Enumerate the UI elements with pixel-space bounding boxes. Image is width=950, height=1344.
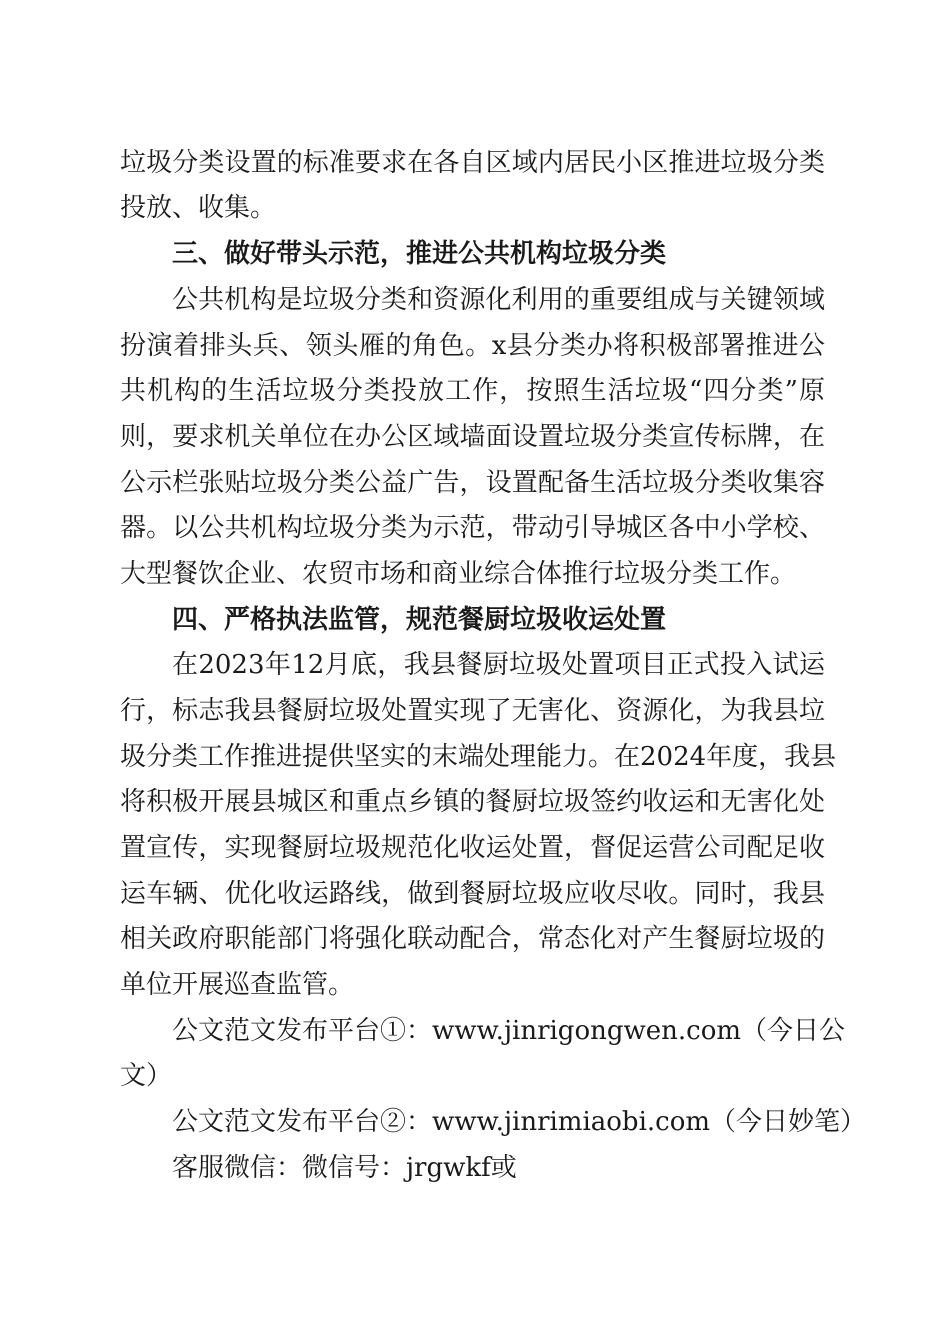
paragraph-line: 将积极开展县城区和重点乡镇的餐厨垃圾签约收运和无害化处 — [120, 787, 825, 817]
paragraph-line: 投放、收集。 — [120, 193, 277, 223]
paragraph-line: 垃圾分类设置的标准要求在各自区域内居民小区推进垃圾分类 — [120, 148, 825, 178]
paragraph-line: 在2023年12月底，我县餐厨垃圾处置项目正式投入试运 — [172, 650, 825, 680]
paragraph-line: 运车辆、优化收运路线，做到餐厨垃圾应收尽收。同时，我县 — [120, 879, 825, 909]
paragraph-line: 大型餐饮企业、农贸市场和商业综合体推行垃圾分类工作。 — [120, 559, 797, 589]
paragraph-line: 共机构的生活垃圾分类投放工作，按照生活垃圾“四分类”原 — [120, 376, 825, 406]
paragraph-line: 公共机构是垃圾分类和资源化利用的重要组成与关键领域 — [172, 285, 825, 315]
platform-link-1[interactable]: 公文范文发布平台①：www.jinrigongwen.com（今日公 — [172, 1016, 846, 1046]
paragraph-line: 公示栏张贴垃圾分类公益广告，设置配备生活垃圾分类收集容 — [120, 468, 825, 498]
paragraph-line: 相关政府职能部门将强化联动配合，常态化对产生餐厨垃圾的 — [120, 924, 825, 954]
section-heading: 三、做好带头示范，推进公共机构垃圾分类 — [172, 239, 667, 269]
paragraph-line: 置宣传，实现餐厨垃圾规范化收运处置，督促运营公司配足收 — [120, 833, 825, 863]
paragraph-line: 则，要求机关单位在办公区域墙面设置垃圾分类宣传标牌，在 — [120, 422, 825, 452]
paragraph-line: 单位开展巡查监管。 — [120, 970, 355, 1000]
paragraph-line: 圾分类工作推进提供坚实的末端处理能力。在2024年度，我县 — [120, 742, 837, 772]
paragraph-line: 行，标志我县餐厨垃圾处置实现了无害化、资源化，为我县垃 — [120, 696, 825, 726]
section-heading: 四、严格执法监管，规范餐厨垃圾收运处置 — [172, 605, 667, 635]
paragraph-line: 扮演着排头兵、领头雁的角色。x县分类办将积极部署推进公 — [120, 331, 825, 361]
wechat-contact: 客服微信：微信号：jrgwkf或 — [172, 1153, 517, 1183]
platform-link-2[interactable]: 公文范文发布平台②：www.jinrimiaobi.com（今日妙笔） — [172, 1107, 867, 1137]
paragraph-line: 器。以公共机构垃圾分类为示范，带动引导城区各中小学校、 — [120, 513, 825, 543]
platform-link-1-continued: 文） — [120, 1061, 173, 1091]
